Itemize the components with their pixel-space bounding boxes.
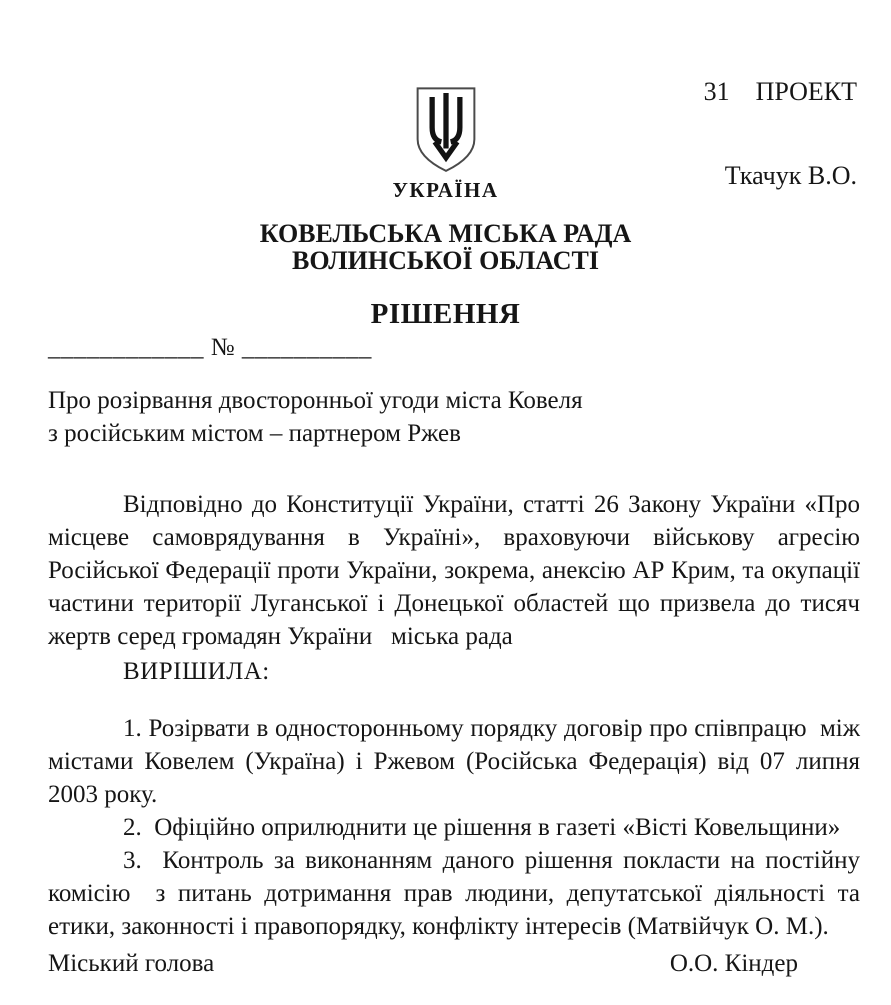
resolution-items [48,712,860,943]
signatory-title: Міський голова [48,950,215,977]
subject-line-2: з російським містом – партнером Ржев [48,420,461,447]
resolution-item-3: 3. Контроль за виконанням даного рішення покласти на постійну комісію з питань дотримання прав людини, депутатської діяльності та етики, законності і правопорядку, конфлікту інтересів (Матвійчук О. М.). [48,847,860,940]
signatory-name: О.О. Кіндер [669,950,798,977]
council-name: КОВЕЛЬСЬКА МІСЬКА РАДА [259,219,632,248]
number-blank-line: __________ [241,334,372,361]
preamble-paragraph: Відповідно до Конституції України, статті 26 Закону України «Про місцеве самоврядування в Україні», враховуючи військову агресію Російської Федерації проти України, зокрема, анексію АР Крим, та окупації частини території Луганської і Донецької областей що призвела до тисяч жертв серед громадян України міська рада [48,491,860,650]
number-symbol: № [204,334,242,361]
date-blank-line: ____________ [48,334,204,361]
resolved-label: ВИРІШИЛА: [123,658,270,685]
subject-line-1: Про розірвання двосторонньої угоди міста Ковеля [48,387,583,414]
country-name: УКРАЇНА [392,178,499,202]
document-subject [48,384,860,450]
signature-row [48,950,860,978]
organization-heading [0,220,891,274]
coat-of-arms-block [0,86,891,203]
resolution-item-1: 1. Розірвати в односторонньому порядку договір про співпрацю між містами Ковелем (Україна) і Ржевом (Російська Федерація) від 07 липня 2003 року. [48,715,860,808]
document-type-title: РІШЕННЯ [370,298,521,330]
date-number-line [48,334,372,362]
resolution-item-2: 2. Офіційно оприлюднити це рішення в газеті «Вісті Ковельщини» [123,814,841,841]
draft-author-name: Ткачук В.О. [724,161,857,190]
draft-number-label: 31 ПРОЕКТ [703,77,857,106]
region-name: ВОЛИНСЬКОЇ ОБЛАСТІ [292,246,599,275]
preamble-section [48,488,860,653]
ukraine-trident-icon [413,86,479,174]
